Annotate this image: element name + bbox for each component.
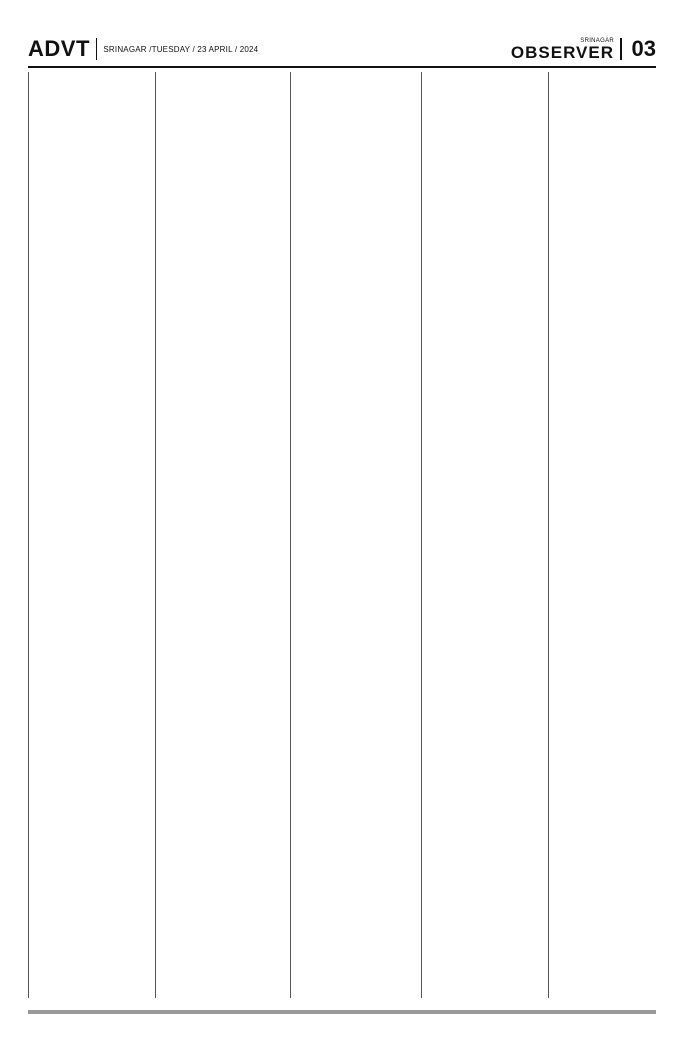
column — [421, 72, 422, 998]
divider — [620, 38, 622, 60]
section-label: ADVT — [28, 36, 90, 61]
column — [28, 72, 29, 998]
column — [155, 72, 156, 998]
column — [548, 72, 549, 998]
footer-bar — [28, 1010, 656, 1014]
divider — [96, 38, 98, 60]
masthead — [28, 34, 656, 64]
brand-name: OBSERVER — [510, 42, 615, 62]
column — [290, 72, 291, 998]
page-number: 03 — [631, 36, 656, 61]
brand-logo — [511, 38, 614, 61]
dateline: SRINAGAR /TUESDAY / 23 APRIL / 2024 — [103, 44, 259, 54]
advertisement-grid — [28, 72, 656, 998]
header-rule — [28, 66, 656, 68]
brand-city: SRINAGAR — [580, 37, 615, 44]
